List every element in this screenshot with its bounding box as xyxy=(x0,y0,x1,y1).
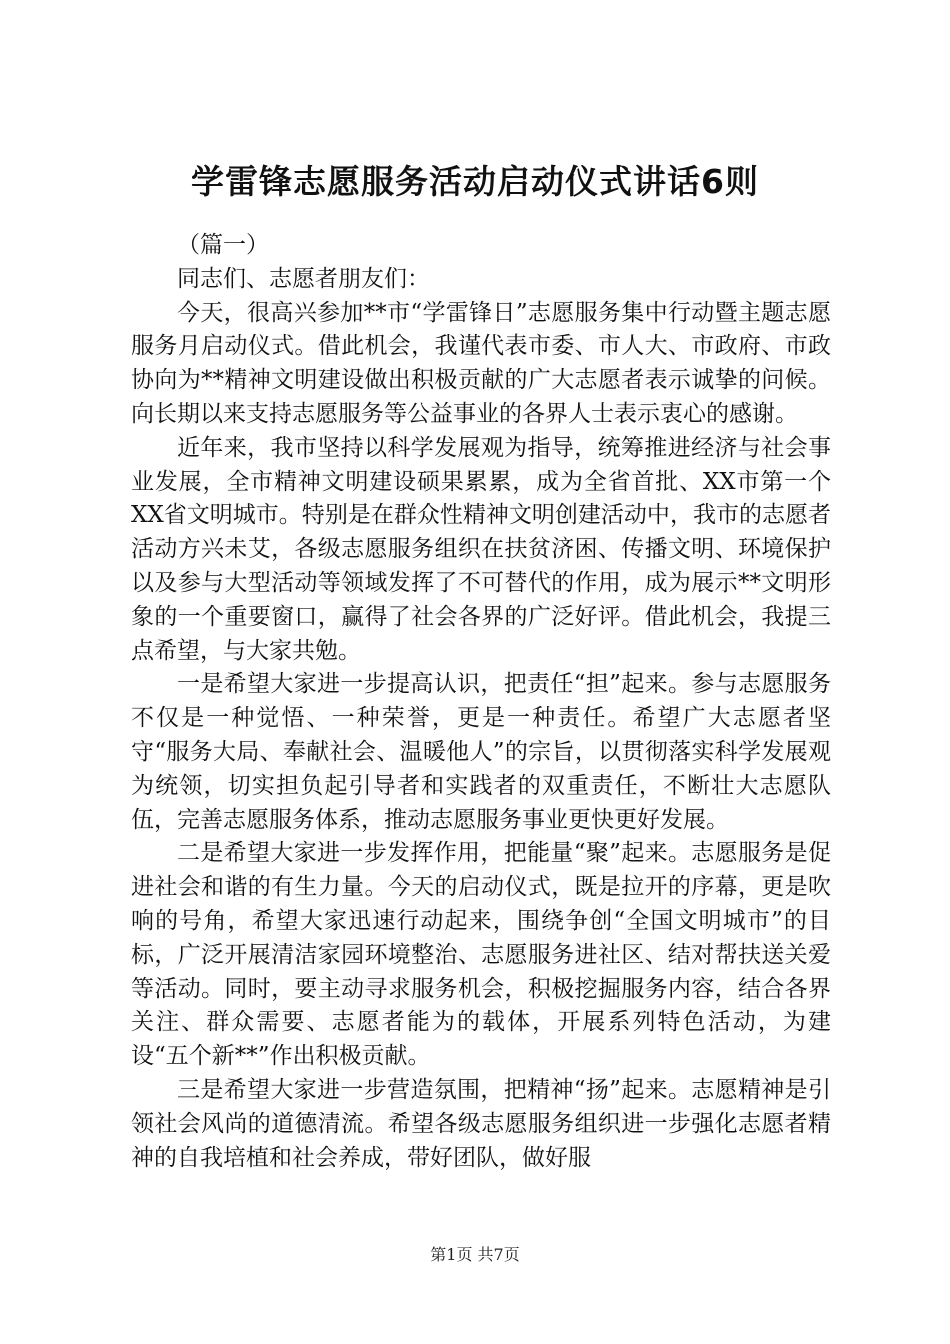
document-body xyxy=(131,229,831,1175)
section-label: （篇一） xyxy=(177,232,269,258)
document-title: 学雷锋志愿服务活动启动仪式讲话6则 xyxy=(191,162,759,201)
paragraph-3: 一是希望大家进一步提高认识，把责任“担”起来。参与志愿服务不仅是一种觉悟、一种荣誉，更是一种责任。希望广大志愿者坚守“服务大局、奉献社会、温暖他人”的宗旨，以贯彻落实科学发展观为统领，切实担负起引导者和实践者的双重责任，不断壮大志愿队伍，完善志愿服务体系，推动志愿服务事业更快更好发展。 xyxy=(131,671,831,833)
page-footer: 第1页 共7页 xyxy=(430,1245,520,1264)
paragraph-4: 二是希望大家进一步发挥作用，把能量“聚”起来。志愿服务是促进社会和谐的有生力量。今天的启动仪式，既是拉开的序幕，更是吹响的号角，希望大家迅速行动起来，围绕争创“全国文明城市”的目标，广泛开展清洁家园环境整治、志愿服务进社区、结对帮扶送关爱等活动。同时，要主动寻求服务机会，积极挖掘服务内容，结合各界关注、群众需要、志愿者能为的载体，开展系列特色活动，为建设“五个新**”作出积极贡献。 xyxy=(131,840,831,1070)
paragraph-5: 三是希望大家进一步营造氛围，把精神“扬”起来。志愿精神是引领社会风尚的道德清流。希望各级志愿服务组织进一步强化志愿者精神的自我培植和社会养成，带好团队，做好服 xyxy=(131,1076,831,1171)
paragraph-1: 今天，很高兴参加**市“学雷锋日”志愿服务集中行动暨主题志愿服务月启动仪式。借此机会，我谨代表市委、市人大、市政府、市政协向为**精神文明建设做出积极贡献的广大志愿者表示诚挚的问候。向长期以来支持志愿服务等公益事业的各界人士表示衷心的感谢。 xyxy=(131,299,831,427)
salutation: 同志们、志愿者朋友们： xyxy=(177,265,430,292)
paragraph-2: 近年来，我市坚持以科学发展观为指导，统筹推进经济与社会事业发展，全市精神文明建设硕果累累，成为全省首批、XX市第一个XX省文明城市。特别是在群众性精神文明创建活动中，我市的志愿者活动方兴未艾，各级志愿服务组织在扶贫济困、传播文明、环境保护以及参与大型活动等领域发挥了不可替代的作用，成为展示**文明形象的一个重要窗口，赢得了社会各界的广泛好评。借此机会，我提三点希望，与大家共勉。 xyxy=(131,434,831,664)
